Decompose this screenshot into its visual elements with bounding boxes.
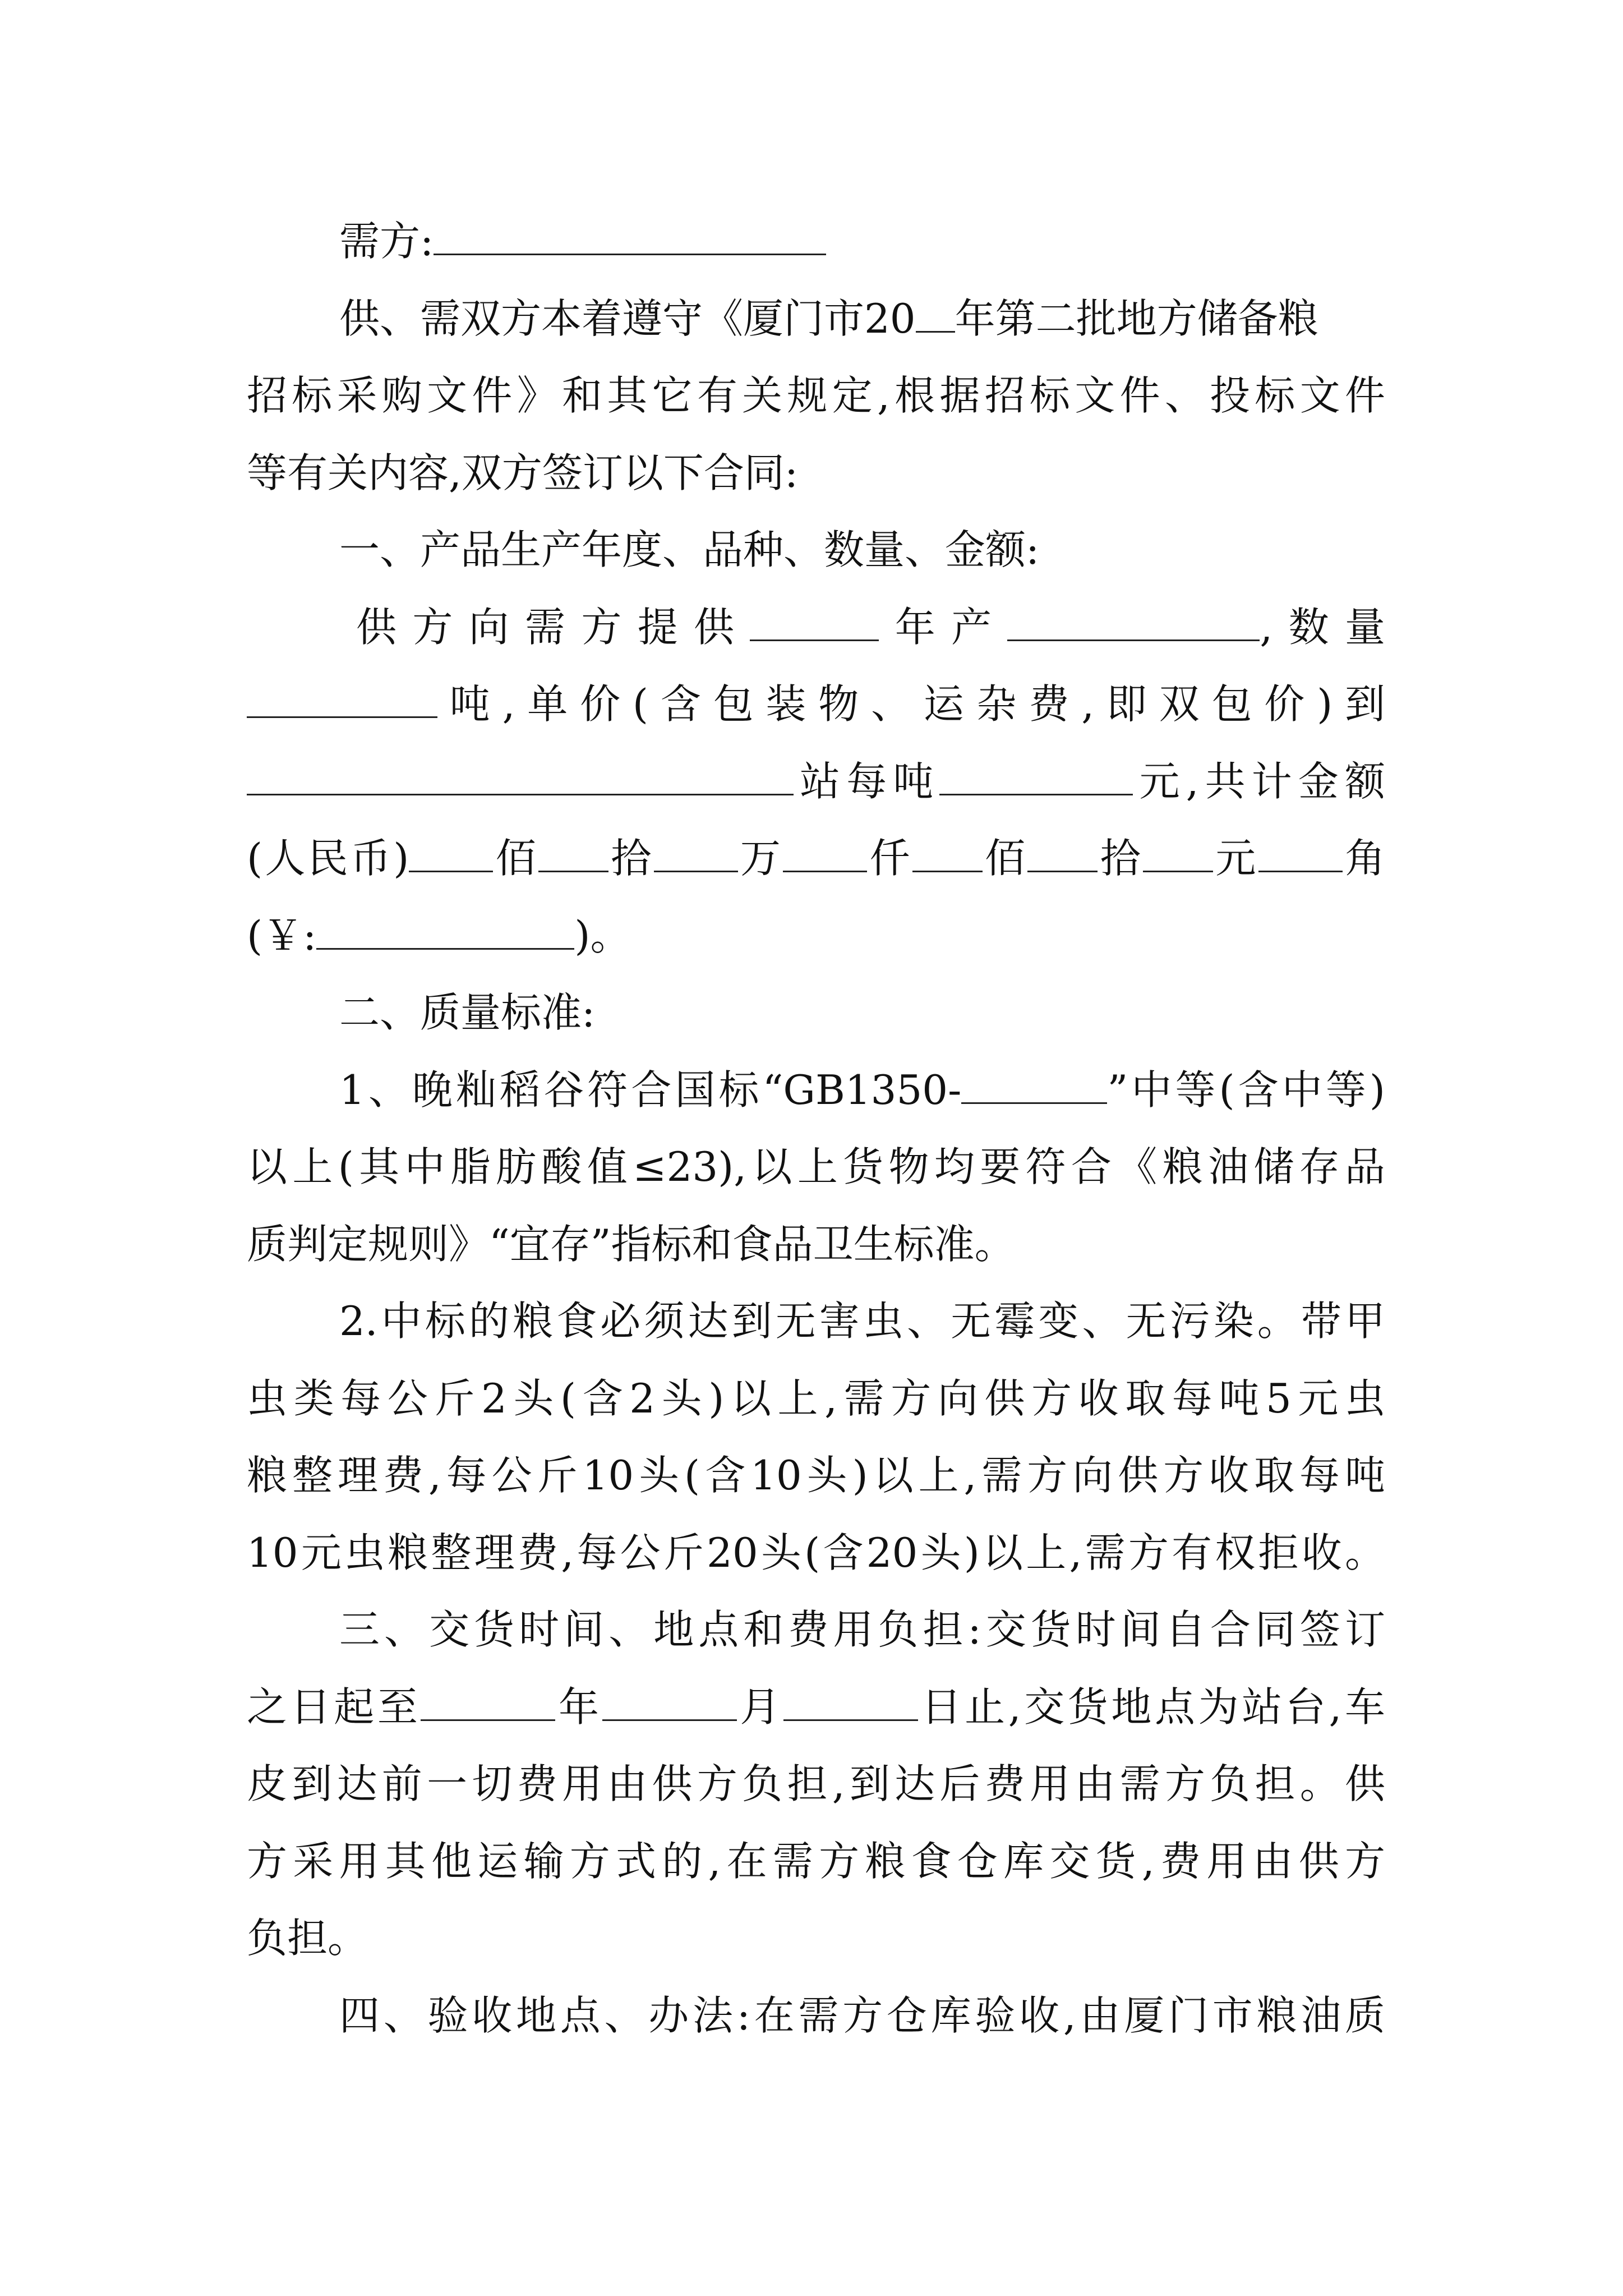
sec2-item1-line2: 以上(其中脂肪酸值≤23),以上货物均要符合《粮油储存品 bbox=[247, 1143, 1385, 1190]
sec1-line-1 bbox=[356, 599, 1385, 655]
unit-price-blank bbox=[939, 759, 1133, 795]
sec4-line1: 四、验收地点、办法:在需方仓库验收,由厦门市粮油质 bbox=[339, 1992, 1385, 2039]
sec3-line3: 皮到达前一切费用由供方负担,到达后费用由需方负担。供 bbox=[247, 1760, 1385, 1807]
sec2-item1-line1 bbox=[339, 1062, 1385, 1118]
delivery-month-blank bbox=[602, 1685, 737, 1721]
sec3-line2 bbox=[247, 1679, 1385, 1735]
unit-bai-2: 佰 bbox=[982, 835, 1028, 882]
month-label: 月 bbox=[736, 1683, 783, 1731]
sec3-line4: 方采用其他运输方式的,在需方粮食仓库交货,费用由供方 bbox=[247, 1838, 1385, 1885]
gb-year-blank bbox=[961, 1068, 1107, 1104]
buyer-line bbox=[339, 213, 1385, 269]
delivery-year-blank bbox=[421, 1685, 555, 1721]
quantity-text: ,数量 bbox=[1260, 604, 1385, 651]
quantity-blank bbox=[247, 682, 437, 718]
sec2-item2-line4: 10元虫粮整理费,每公斤20头(含20头)以上,需方有权拒收。 bbox=[247, 1529, 1385, 1576]
sec1-line-2 bbox=[247, 676, 1385, 732]
amount-blank bbox=[783, 836, 867, 872]
year-produced-text: 年产 bbox=[879, 604, 1008, 651]
buyer-name-blank bbox=[434, 219, 826, 255]
production-year-blank bbox=[750, 605, 879, 641]
amount-blank bbox=[538, 836, 608, 872]
section-1-heading: 一、产品生产年度、品种、数量、金额: bbox=[339, 526, 1040, 573]
sec2-item2-line3: 粮整理费,每公斤10头(含10头)以上,需方向供方收取每吨 bbox=[247, 1452, 1385, 1499]
supply-text: 供方向需方提供 bbox=[356, 604, 750, 651]
unit-shi: 拾 bbox=[608, 835, 654, 882]
amount-blank bbox=[409, 836, 493, 872]
unit-wan: 万 bbox=[737, 835, 783, 882]
section-2-heading: 二、质量标准: bbox=[339, 989, 596, 1036]
rmb-label: (人民币) bbox=[247, 835, 409, 882]
station-blank bbox=[247, 759, 794, 795]
amount-blank bbox=[1027, 836, 1098, 872]
unit-shi-2: 拾 bbox=[1098, 835, 1144, 882]
sec2-item2-line2: 虫类每公斤2头(含2头)以上,需方向供方收取每吨5元虫 bbox=[247, 1375, 1385, 1422]
preamble-text-b: 年第二批地方储备粮 bbox=[955, 295, 1318, 342]
sec2-item2-line1: 2.中标的粮食必须达到无害虫、无霉变、无污染。带甲 bbox=[339, 1297, 1385, 1345]
preamble-line-2: 招标采购文件》和其它有关规定,根据招标文件、投标文件 bbox=[247, 372, 1385, 419]
yen-close: )。 bbox=[574, 912, 631, 959]
grade-text: ”中等(含中等) bbox=[1107, 1066, 1385, 1114]
sec2-item1-line3: 质判定规则》“宜存”指标和食品卫生标准。 bbox=[247, 1221, 1015, 1268]
yen-label: (￥: bbox=[247, 912, 317, 959]
year-label: 年 bbox=[555, 1683, 602, 1731]
preamble-text-a: 供、需双方本着遵守《厦门市20 bbox=[339, 295, 916, 342]
sec1-line-5 bbox=[247, 908, 1385, 964]
amount-blank bbox=[1258, 836, 1343, 872]
variety-blank bbox=[1007, 605, 1260, 641]
per-ton-text: 站每吨 bbox=[794, 758, 940, 805]
unit-jiao: 角 bbox=[1342, 835, 1385, 882]
unit-qian: 仟 bbox=[867, 835, 912, 882]
preamble-line-3: 等有关内容,双方签订以下合同: bbox=[247, 449, 799, 496]
yen-amount-blank bbox=[316, 913, 574, 950]
total-amount-text: 元,共计金额 bbox=[1133, 758, 1385, 805]
amount-blank bbox=[654, 836, 738, 872]
unit-price-text: 吨,单价(含包装物、运杂费,即双包价)到 bbox=[437, 680, 1385, 728]
delivery-place-text: 日止,交货地点为站台,车 bbox=[917, 1683, 1385, 1731]
sec3-line5: 负担。 bbox=[247, 1915, 368, 1962]
sec1-line-4 bbox=[247, 830, 1385, 886]
amount-blank bbox=[912, 836, 983, 872]
amount-blank bbox=[1143, 836, 1213, 872]
from-date-text: 之日起至 bbox=[247, 1683, 421, 1731]
preamble-line-1 bbox=[339, 291, 1385, 347]
delivery-day-blank bbox=[783, 1685, 918, 1721]
sec1-line-3 bbox=[247, 753, 1385, 809]
buyer-label: 需方: bbox=[339, 218, 434, 265]
sec3-line1: 三、交货时间、地点和费用负担:交货时间自合同签订 bbox=[339, 1606, 1385, 1653]
gb-standard-text: 1、晚籼稻谷符合国标“GB1350- bbox=[339, 1066, 962, 1114]
unit-yuan: 元 bbox=[1213, 835, 1258, 882]
year-blank bbox=[916, 296, 955, 333]
unit-bai: 佰 bbox=[493, 835, 538, 882]
